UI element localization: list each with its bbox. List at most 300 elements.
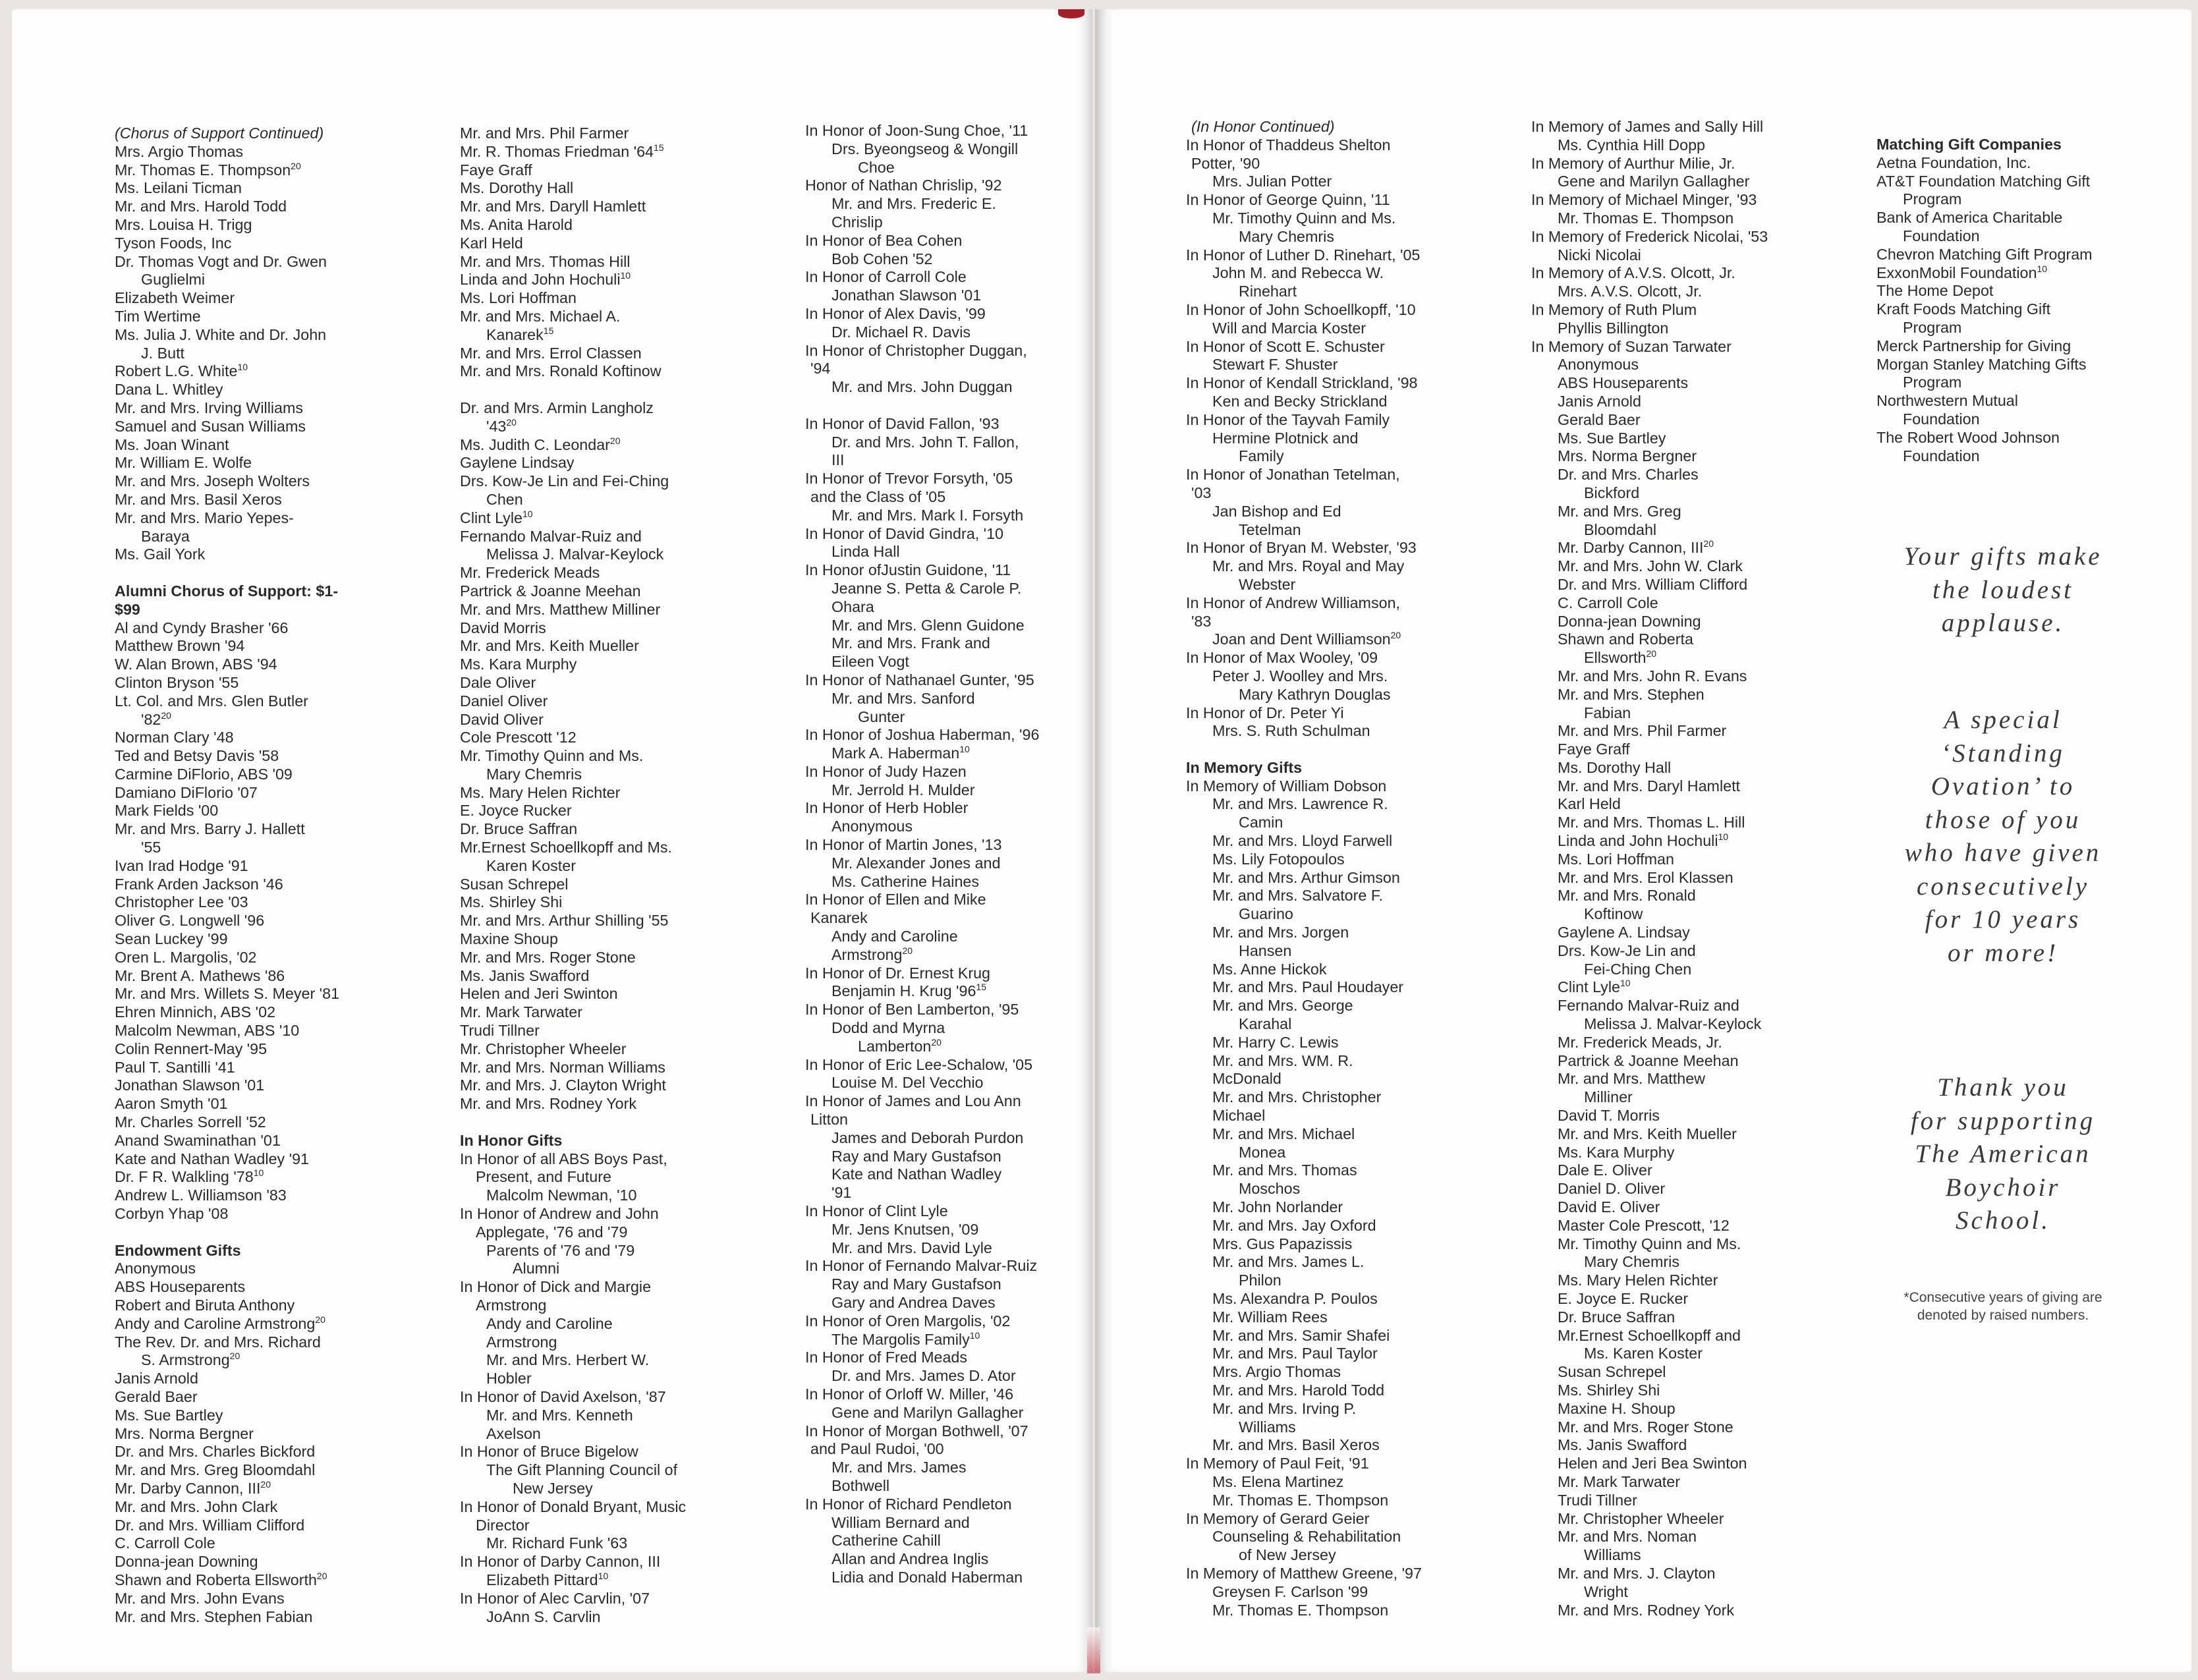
donor-column-4: [1186, 118, 1422, 1619]
list-entry: [805, 507, 1039, 525]
list-entry: [1186, 1345, 1422, 1363]
list-entry: [1531, 320, 1768, 338]
list-entry: [115, 674, 339, 692]
entry-text: Mr. and Mrs. Paul Taylor: [1212, 1345, 1378, 1362]
entry-text: In Honor of Carroll Cole: [805, 268, 967, 286]
list-entry: [1186, 1015, 1422, 1034]
entry-text: Mr. and Mrs. Joseph Wolters: [115, 472, 310, 490]
entry-text: Dodd and Myrna: [831, 1019, 945, 1037]
entry-text: Mr. and Mrs. Stephen: [1558, 685, 1705, 703]
entry-text: Mr. William E. Wolfe: [115, 454, 252, 472]
list-entry: [115, 1132, 339, 1150]
entry-text: Anonymous: [831, 818, 913, 835]
entry-text: Lt. Col. and Mrs. Glen Butler: [115, 692, 308, 710]
list-entry: [1186, 924, 1422, 942]
entry-text: Endowment Gifts: [115, 1241, 241, 1259]
list-entry: [1531, 1217, 1768, 1235]
entry-text: Drs. Kow-Je Lin and Fei-Ching: [460, 472, 669, 490]
entry-text: Ohara: [831, 598, 874, 615]
entry-text: Mary Kathryn Douglas: [1239, 685, 1391, 703]
section-spacer: [460, 381, 686, 399]
entry-text: Mr. and Mrs. Lloyd Farwell: [1212, 832, 1393, 850]
list-entry: [1531, 1107, 1768, 1125]
entry-text: In Honor of Andrew Williamson,: [1186, 594, 1400, 611]
entry-text: Mrs. Norma Bergner: [1558, 447, 1697, 465]
entry-text: Mark Fields '00: [115, 802, 219, 820]
entry-text: In Memory Gifts: [1186, 758, 1303, 776]
list-entry: [460, 656, 686, 674]
entry-text: Mr. and Mrs. Matthew Milliner: [460, 600, 661, 618]
entry-text: Ms. Sue Bartley: [115, 1406, 223, 1424]
section-heading: [1876, 136, 2093, 154]
slogan-line: A special: [1944, 706, 2062, 734]
entry-text: Mr. and Mrs. Greg: [1558, 502, 1681, 520]
entry-text: Colin Rennert-May '95: [115, 1040, 268, 1057]
entry-text: '82: [141, 710, 161, 728]
entry-text: Anonymous: [1558, 356, 1639, 374]
entry-text: Partrick & Joanne Meehan: [460, 582, 641, 600]
entry-text: Chrislip: [831, 213, 883, 231]
entry-text: Mr. and Mrs. Basil Xeros: [115, 490, 282, 508]
entry-text: Mr. and Mrs. Frederic E.: [831, 195, 996, 213]
entry-text: Alumni Chorus of Support: $1-: [115, 582, 339, 600]
entry-text: Tim Wertime: [115, 307, 201, 325]
list-entry: [1186, 667, 1422, 686]
list-entry: [460, 930, 686, 949]
list-entry: [1531, 466, 1768, 484]
list-entry: [805, 213, 1039, 232]
entry-text: E. Joyce E. Rucker: [1558, 1290, 1689, 1307]
list-entry: [805, 415, 1039, 434]
entry-text: Dale Oliver: [460, 673, 536, 691]
list-entry: [115, 747, 339, 766]
entry-text: Mrs. S. Ruth Schulman: [1212, 722, 1370, 740]
entry-text: Mr. Thomas E. Thompson: [1212, 1491, 1389, 1509]
list-entry: [1531, 393, 1768, 411]
entry-text: Elizabeth Weimer: [115, 289, 235, 307]
entry-text: and the Class of '05: [810, 488, 946, 505]
list-entry: [1186, 484, 1422, 503]
list-entry: [1186, 1272, 1422, 1290]
list-entry: [1186, 1107, 1422, 1125]
list-entry: [1186, 851, 1422, 869]
entry-text: Dr. F R. Walkling '78: [115, 1168, 254, 1186]
list-entry: [460, 1407, 686, 1425]
list-entry: [460, 345, 686, 363]
entry-text: In Honor of David Axelson, '87: [460, 1387, 666, 1405]
list-entry: [1186, 869, 1422, 887]
entry-text: In Honor of Oren Margolis, '02: [805, 1312, 1011, 1330]
list-entry: [1186, 411, 1422, 430]
list-entry: [460, 1443, 686, 1461]
list-entry: [1186, 942, 1422, 961]
list-entry: [805, 1514, 1039, 1532]
entry-text: Mr. and Mrs. Irving Williams: [115, 399, 304, 416]
entry-text: David Oliver: [460, 710, 544, 728]
list-entry: [1531, 447, 1768, 466]
list-entry: [805, 378, 1039, 397]
entry-text: In Honor of Trevor Forsyth, '05: [805, 470, 1013, 488]
list-entry: [1531, 1473, 1768, 1492]
list-entry: [460, 1260, 686, 1278]
list-entry: [805, 305, 1039, 323]
entry-text: Bob Cohen '52: [831, 250, 933, 267]
entry-text: Ms. Sue Bartley: [1558, 429, 1666, 447]
list-entry: [1186, 1198, 1422, 1217]
list-entry: [1876, 337, 2093, 356]
entry-text: Mr. and Mrs. Arthur Gimson: [1212, 868, 1400, 886]
list-entry: [1531, 1180, 1768, 1198]
entry-text: ABS Houseparents: [115, 1278, 246, 1296]
entry-text: In Honor of Dick and Margie: [460, 1278, 652, 1296]
list-entry: [805, 909, 1039, 928]
entry-text: Mr. and Mrs. Roger Stone: [460, 948, 636, 966]
entry-text: Gary and Andrea Daves: [831, 1294, 996, 1311]
list-entry: [805, 854, 1039, 873]
list-entry: [1186, 1546, 1422, 1565]
list-entry: [115, 1571, 339, 1590]
entry-text: Louise M. Del Vecchio: [831, 1074, 984, 1092]
entry-text: Ellsworth: [1584, 649, 1647, 667]
list-entry: [805, 1294, 1039, 1312]
list-entry: [1531, 1144, 1768, 1162]
entry-text: III: [831, 451, 845, 469]
entry-text: Mrs. A.V.S. Olcott, Jr.: [1558, 283, 1703, 300]
list-entry: [1186, 795, 1422, 814]
entry-text: In Honor of Ellen and Mike: [805, 891, 986, 909]
section-heading: [115, 582, 339, 601]
entry-text: Mr. and Mrs. Michael: [1212, 1125, 1355, 1142]
list-entry: [460, 1168, 686, 1187]
list-entry: [1186, 1418, 1422, 1437]
list-entry: [115, 876, 339, 894]
entry-text: S. Armstrong: [141, 1351, 230, 1369]
list-entry: [1186, 1180, 1422, 1198]
entry-text: Mr. and Mrs. John Clark: [115, 1498, 278, 1515]
entry-text: Andy and Caroline Armstrong: [115, 1314, 316, 1332]
entry-text: In Honor of Dr. Ernest Krug: [805, 964, 990, 982]
list-entry: [805, 726, 1039, 744]
list-entry: [115, 949, 339, 967]
list-entry: [1186, 1235, 1422, 1254]
donor-column-1: [115, 125, 339, 1626]
entry-text: Foundation: [1903, 227, 1980, 244]
entry-text: Hansen: [1239, 941, 1292, 959]
entry-text: Mr. Thomas E. Thompson: [1212, 1601, 1389, 1619]
entry-text: Damiano DiFlorio '07: [115, 783, 258, 801]
list-entry: [1186, 393, 1422, 411]
list-entry: [1531, 649, 1768, 667]
entry-text: Oren L. Margolis, '02: [115, 948, 257, 966]
list-entry: [805, 708, 1039, 727]
list-entry: [115, 326, 339, 345]
list-entry: [460, 857, 686, 876]
entry-text: Donna-jean Downing: [1558, 612, 1701, 630]
list-entry: [805, 873, 1039, 891]
list-entry: [1186, 997, 1422, 1015]
entry-text: Ms. Elena Martinez: [1212, 1472, 1344, 1490]
slogan-line: Your gifts make: [1903, 542, 2102, 571]
entry-text: In Honor of Luther D. Rinehart, '05: [1186, 246, 1421, 264]
entry-text: Mr. Mark Tarwater: [460, 1003, 582, 1021]
entry-text: Mr. John Norlander: [1212, 1198, 1343, 1216]
list-entry: [115, 143, 339, 161]
list-entry: [115, 509, 339, 528]
entry-text: Chevron Matching Gift Program: [1876, 245, 2093, 263]
list-entry: [1186, 1400, 1422, 1418]
entry-text: In Honor of Max Wooley, '09: [1186, 649, 1378, 667]
list-entry: [805, 1459, 1039, 1477]
entry-text: Mr. and Mrs. Samir Shafei: [1212, 1326, 1390, 1344]
list-entry: [115, 1333, 339, 1352]
entry-text: Gene and Marilyn Gallagher: [1558, 173, 1750, 190]
list-entry: [805, 690, 1039, 708]
list-entry: [1186, 887, 1422, 905]
entry-text: Ms. Janis Swafford: [1558, 1436, 1687, 1454]
entry-text: Hobler: [486, 1370, 532, 1387]
list-entry: [460, 1590, 686, 1608]
entry-text: In Honor of Joshua Haberman, '96: [805, 726, 1040, 744]
entry-text: Mr. and Mrs. Irving P.: [1212, 1399, 1357, 1417]
entry-text: Nicki Nicolai: [1558, 246, 1641, 264]
list-entry: [805, 1386, 1039, 1404]
list-entry: [1186, 155, 1422, 173]
entry-text: Webster: [1239, 575, 1296, 593]
entry-text: Northwestern Mutual: [1876, 392, 2018, 410]
entry-text: Baraya: [141, 527, 190, 545]
entry-text: In Honor of Bea Cohen: [805, 231, 963, 249]
list-entry: [805, 177, 1039, 195]
list-entry: [115, 491, 339, 509]
list-entry: [805, 451, 1039, 470]
list-entry: [1186, 521, 1422, 540]
entry-text: Aaron Smyth '01: [115, 1095, 228, 1113]
list-entry: [115, 1113, 339, 1132]
entry-text: Jonathan Slawson '01: [831, 287, 982, 304]
list-entry: [1186, 1144, 1422, 1162]
entry-text: Karl Held: [1558, 795, 1621, 813]
entry-text: Ms. Janis Swafford: [460, 966, 590, 984]
list-entry: [460, 711, 686, 729]
list-entry: [1186, 1125, 1422, 1144]
list-entry: [1531, 741, 1768, 759]
list-entry: [1186, 613, 1422, 631]
list-entry: [805, 1404, 1039, 1422]
list-entry: [1186, 832, 1422, 851]
list-entry: [1531, 814, 1768, 832]
entry-text: Mr. and Mrs. David Lyle: [831, 1239, 992, 1256]
entry-text: Kanarek: [486, 325, 544, 343]
list-entry: [805, 561, 1039, 580]
list-entry: [805, 360, 1039, 378]
list-entry: [460, 747, 686, 766]
list-entry: [1531, 1052, 1768, 1071]
entry-text: Mr. and Mrs. Lawrence R.: [1212, 795, 1388, 813]
consecutive-years-number: 20: [291, 160, 301, 171]
entry-text: '43: [486, 417, 507, 435]
list-entry: [805, 1221, 1039, 1239]
entry-text: Phyllis Billington: [1558, 319, 1669, 337]
entry-text: In Honor of Ben Lamberton, '95: [805, 1001, 1019, 1019]
entry-text: In Honor of Bryan M. Webster, '93: [1186, 539, 1417, 557]
list-entry: [1531, 704, 1768, 723]
entry-text: David T. Morris: [1558, 1107, 1660, 1125]
list-entry: [1186, 338, 1422, 356]
entry-text: Partrick & Joanne Meehan: [1558, 1051, 1739, 1069]
entry-text: Foundation: [1903, 410, 1980, 428]
entry-text: Gaylene A. Lindsay: [1558, 924, 1690, 941]
entry-text: Ms. Catherine Haines: [831, 872, 980, 890]
entry-text: Eileen Vogt: [831, 653, 909, 671]
ribbon-bookmark: [1058, 9, 1085, 18]
entry-text: Mr. and Mrs. Keith Mueller: [1558, 1125, 1737, 1142]
entry-text: Mr. and Mrs. Herbert W.: [486, 1351, 650, 1369]
entry-text: Maxine Shoup: [460, 930, 558, 948]
list-entry: [115, 1059, 339, 1077]
entry-text: In Honor of Christopher Duggan,: [805, 341, 1027, 359]
entry-text: Gunter: [858, 708, 905, 725]
list-entry: [1186, 576, 1422, 594]
entry-text: In Honor of Kendall Strickland, '98: [1186, 374, 1418, 392]
section-heading: [115, 1242, 339, 1260]
list-entry: [115, 893, 339, 912]
list-entry: [1531, 301, 1768, 320]
list-entry: [460, 1333, 686, 1352]
entry-text: Ms. Lily Fotopoulos: [1212, 850, 1345, 868]
list-entry: [115, 271, 339, 289]
entry-text: David Morris: [460, 619, 546, 636]
list-entry: [805, 653, 1039, 671]
slogan-line: the loudest: [1932, 575, 2074, 604]
entry-text: Mr. Richard Funk '63: [486, 1534, 628, 1552]
list-entry: [460, 564, 686, 582]
entry-text: Ken and Becky Strickland: [1212, 392, 1388, 410]
entry-text: Mr. and Mrs. Thomas: [1212, 1162, 1357, 1179]
list-entry: [1531, 430, 1768, 448]
list-entry: [805, 1477, 1039, 1496]
entry-text: Mr. Christopher Wheeler: [1558, 1509, 1724, 1527]
list-entry: [805, 268, 1039, 287]
entry-text: Mrs. Norma Bergner: [115, 1424, 254, 1442]
list-entry: [1531, 942, 1768, 961]
entry-text: Joan and Dent Williamson: [1212, 630, 1391, 648]
entry-text: Michael: [1212, 1107, 1266, 1125]
list-entry: [115, 692, 339, 711]
list-entry: [460, 362, 686, 381]
list-entry: [460, 692, 686, 711]
list-entry: [115, 1388, 339, 1407]
list-entry: [115, 1150, 339, 1169]
list-entry: [460, 179, 686, 198]
list-entry: [1531, 722, 1768, 741]
list-entry: [460, 1077, 686, 1095]
list-entry: [1531, 1308, 1768, 1327]
entry-text: Ms. Dorothy Hall: [1558, 758, 1672, 776]
entry-text: Chen: [486, 490, 523, 508]
list-entry: [1531, 832, 1768, 851]
list-entry: [1531, 155, 1768, 173]
entry-text: In Honor of all ABS Boys Past,: [460, 1150, 667, 1167]
list-entry: [1531, 1162, 1768, 1180]
consecutive-years-footnote: [1871, 1289, 2135, 1324]
entry-text: Parents of '76 and '79: [486, 1241, 635, 1259]
consecutive-years-number: 10: [969, 1330, 980, 1341]
list-entry: [805, 781, 1039, 800]
list-entry: [1531, 1253, 1768, 1272]
entry-text: Dana L. Whitley: [115, 381, 223, 399]
list-entry: [115, 1443, 339, 1461]
consecutive-years-number: 20: [506, 416, 517, 428]
entry-text: Mr. and Mrs. John Duggan: [831, 378, 1013, 396]
list-entry: [1531, 594, 1768, 613]
list-entry: [1531, 924, 1768, 942]
list-entry: [1531, 1198, 1768, 1217]
list-entry: [1531, 1345, 1768, 1363]
list-entry: [1531, 851, 1768, 869]
list-entry: [460, 1187, 686, 1205]
entry-text: Hermine Plotnick and: [1212, 429, 1359, 447]
list-entry: [1876, 319, 2093, 337]
list-entry: [115, 1168, 339, 1187]
list-entry: [805, 159, 1039, 177]
entry-text: Fei-Ching Chen: [1584, 960, 1692, 978]
list-entry: [460, 802, 686, 820]
list-entry: [460, 766, 686, 784]
list-entry: [805, 232, 1039, 250]
entry-text: Mr. and Mrs. Roger Stone: [1558, 1418, 1733, 1436]
entry-text: Wright: [1584, 1582, 1628, 1600]
entry-text: Mr. and Mrs. Paul Houdayer: [1212, 978, 1404, 996]
entry-text: Dr. Bruce Saffran: [1558, 1308, 1676, 1326]
entry-text: of New Jersey: [1239, 1546, 1336, 1564]
list-entry: [1531, 210, 1768, 228]
slogan-line: for 10 years: [1925, 905, 2081, 934]
list-entry: [805, 287, 1039, 305]
entry-text: Moschos: [1239, 1180, 1301, 1198]
slogan-line: consecutively: [1916, 872, 2090, 901]
entry-text: Program: [1903, 318, 1962, 336]
entry-text: Mr. and Mrs. Harold Todd: [115, 198, 287, 215]
list-entry: [805, 1496, 1039, 1514]
consecutive-years-number: 20: [260, 1479, 271, 1490]
entry-text: Linda Hall: [831, 543, 900, 561]
entry-text: Mr.Ernest Schoellkopff and: [1558, 1326, 1741, 1344]
slogan-thanks: [1871, 1071, 2135, 1238]
list-entry: [1186, 1473, 1422, 1492]
list-entry: [115, 1534, 339, 1553]
slogan-gifts: [1871, 540, 2135, 640]
entry-text: Linda and John Hochuli: [1558, 832, 1718, 850]
entry-text: Fabian: [1584, 704, 1631, 721]
list-entry: [1186, 1217, 1422, 1235]
entry-text: Gene and Marilyn Gallagher: [831, 1403, 1024, 1421]
list-entry: [1186, 686, 1422, 704]
list-entry: [1186, 539, 1422, 557]
list-entry: [805, 1129, 1039, 1148]
entry-text: C. Carroll Cole: [1558, 594, 1658, 611]
list-entry: [460, 839, 686, 857]
consecutive-years-number: 15: [654, 142, 664, 154]
list-entry: [115, 289, 339, 308]
entry-text: In Honor of John Schoellkopff, '10: [1186, 300, 1416, 318]
entry-text: Lidia and Donald Haberman: [831, 1568, 1023, 1586]
list-entry: [1531, 997, 1768, 1015]
list-entry: [805, 434, 1039, 452]
list-entry: [460, 1571, 686, 1590]
entry-text: Mr. and Mrs. WM. R.: [1212, 1051, 1353, 1069]
entry-text: Ms. Leilani Ticman: [115, 179, 242, 197]
entry-text: Mrs. Louisa H. Trigg: [115, 215, 252, 233]
